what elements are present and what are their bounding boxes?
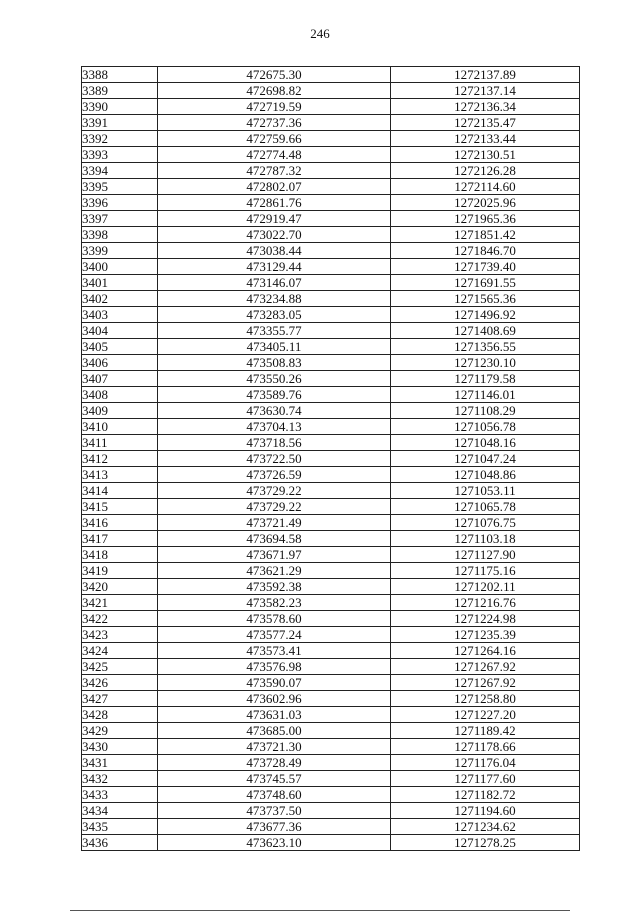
point-number-cell: 3399 bbox=[82, 243, 158, 259]
y-coordinate-cell: 1271851.42 bbox=[391, 227, 580, 243]
x-coordinate-cell: 473694.58 bbox=[158, 531, 391, 547]
point-number-cell: 3430 bbox=[82, 739, 158, 755]
y-coordinate-cell: 1271227.20 bbox=[391, 707, 580, 723]
x-coordinate-cell: 473722.50 bbox=[158, 451, 391, 467]
y-coordinate-cell: 1271179.58 bbox=[391, 371, 580, 387]
y-coordinate-cell: 1271182.72 bbox=[391, 787, 580, 803]
y-coordinate-cell: 1271267.92 bbox=[391, 659, 580, 675]
x-coordinate-cell: 473578.60 bbox=[158, 611, 391, 627]
table-row bbox=[82, 611, 580, 627]
table-row bbox=[82, 819, 580, 835]
table-row bbox=[82, 515, 580, 531]
x-coordinate-cell: 473671.97 bbox=[158, 547, 391, 563]
table-row bbox=[82, 771, 580, 787]
table-row bbox=[82, 115, 580, 131]
y-coordinate-cell: 1271189.42 bbox=[391, 723, 580, 739]
table-row bbox=[82, 259, 580, 275]
x-coordinate-cell: 473677.36 bbox=[158, 819, 391, 835]
x-coordinate-cell: 473745.57 bbox=[158, 771, 391, 787]
point-number-cell: 3425 bbox=[82, 659, 158, 675]
y-coordinate-cell: 1271177.60 bbox=[391, 771, 580, 787]
table-row bbox=[82, 403, 580, 419]
point-number-cell: 3395 bbox=[82, 179, 158, 195]
x-coordinate-cell: 473623.10 bbox=[158, 835, 391, 851]
point-number-cell: 3404 bbox=[82, 323, 158, 339]
point-number-cell: 3428 bbox=[82, 707, 158, 723]
x-coordinate-cell: 473631.03 bbox=[158, 707, 391, 723]
table-row bbox=[82, 787, 580, 803]
y-coordinate-cell: 1272136.34 bbox=[391, 99, 580, 115]
table-row bbox=[82, 131, 580, 147]
point-number-cell: 3396 bbox=[82, 195, 158, 211]
x-coordinate-cell: 473729.22 bbox=[158, 483, 391, 499]
point-number-cell: 3411 bbox=[82, 435, 158, 451]
point-number-cell: 3389 bbox=[82, 83, 158, 99]
table-row bbox=[82, 643, 580, 659]
point-number-cell: 3401 bbox=[82, 275, 158, 291]
x-coordinate-cell: 473737.50 bbox=[158, 803, 391, 819]
x-coordinate-cell: 472787.32 bbox=[158, 163, 391, 179]
table-row bbox=[82, 627, 580, 643]
y-coordinate-cell: 1271264.16 bbox=[391, 643, 580, 659]
point-number-cell: 3432 bbox=[82, 771, 158, 787]
point-number-cell: 3416 bbox=[82, 515, 158, 531]
point-number-cell: 3409 bbox=[82, 403, 158, 419]
table-row bbox=[82, 179, 580, 195]
y-coordinate-cell: 1271739.40 bbox=[391, 259, 580, 275]
y-coordinate-cell: 1271496.92 bbox=[391, 307, 580, 323]
coordinate-table bbox=[81, 66, 580, 851]
y-coordinate-cell: 1271224.98 bbox=[391, 611, 580, 627]
x-coordinate-cell: 473129.44 bbox=[158, 259, 391, 275]
x-coordinate-cell: 472719.59 bbox=[158, 99, 391, 115]
x-coordinate-cell: 472774.48 bbox=[158, 147, 391, 163]
y-coordinate-cell: 1272133.44 bbox=[391, 131, 580, 147]
y-coordinate-cell: 1271278.25 bbox=[391, 835, 580, 851]
x-coordinate-cell: 473577.24 bbox=[158, 627, 391, 643]
y-coordinate-cell: 1271965.36 bbox=[391, 211, 580, 227]
table-row bbox=[82, 307, 580, 323]
page-number: 246 bbox=[310, 26, 330, 41]
point-number-cell: 3388 bbox=[82, 67, 158, 83]
x-coordinate-cell: 472919.47 bbox=[158, 211, 391, 227]
x-coordinate-cell: 473602.96 bbox=[158, 691, 391, 707]
point-number-cell: 3436 bbox=[82, 835, 158, 851]
y-coordinate-cell: 1271565.36 bbox=[391, 291, 580, 307]
x-coordinate-cell: 473729.22 bbox=[158, 499, 391, 515]
y-coordinate-cell: 1271216.76 bbox=[391, 595, 580, 611]
y-coordinate-cell: 1271108.29 bbox=[391, 403, 580, 419]
table-row bbox=[82, 659, 580, 675]
point-number-cell: 3394 bbox=[82, 163, 158, 179]
x-coordinate-cell: 473550.26 bbox=[158, 371, 391, 387]
x-coordinate-cell: 473508.83 bbox=[158, 355, 391, 371]
y-coordinate-cell: 1272135.47 bbox=[391, 115, 580, 131]
table-row bbox=[82, 419, 580, 435]
point-number-cell: 3421 bbox=[82, 595, 158, 611]
x-coordinate-cell: 473748.60 bbox=[158, 787, 391, 803]
table-row bbox=[82, 547, 580, 563]
table-row bbox=[82, 227, 580, 243]
point-number-cell: 3417 bbox=[82, 531, 158, 547]
y-coordinate-cell: 1271356.55 bbox=[391, 339, 580, 355]
point-number-cell: 3407 bbox=[82, 371, 158, 387]
point-number-cell: 3429 bbox=[82, 723, 158, 739]
x-coordinate-cell: 473630.74 bbox=[158, 403, 391, 419]
x-coordinate-cell: 473721.30 bbox=[158, 739, 391, 755]
table-row bbox=[82, 355, 580, 371]
y-coordinate-cell: 1271103.18 bbox=[391, 531, 580, 547]
table-row bbox=[82, 467, 580, 483]
x-coordinate-cell: 473718.56 bbox=[158, 435, 391, 451]
x-coordinate-cell: 473146.07 bbox=[158, 275, 391, 291]
point-number-cell: 3424 bbox=[82, 643, 158, 659]
table-row bbox=[82, 803, 580, 819]
table-row bbox=[82, 579, 580, 595]
table-row bbox=[82, 531, 580, 547]
y-coordinate-cell: 1271176.04 bbox=[391, 755, 580, 771]
y-coordinate-cell: 1272126.28 bbox=[391, 163, 580, 179]
x-coordinate-cell: 472675.30 bbox=[158, 67, 391, 83]
point-number-cell: 3422 bbox=[82, 611, 158, 627]
point-number-cell: 3435 bbox=[82, 819, 158, 835]
y-coordinate-cell: 1271065.78 bbox=[391, 499, 580, 515]
x-coordinate-cell: 472861.76 bbox=[158, 195, 391, 211]
point-number-cell: 3413 bbox=[82, 467, 158, 483]
table-row bbox=[82, 387, 580, 403]
table-row bbox=[82, 67, 580, 83]
x-coordinate-cell: 473726.59 bbox=[158, 467, 391, 483]
point-number-cell: 3397 bbox=[82, 211, 158, 227]
table-row bbox=[82, 435, 580, 451]
point-number-cell: 3434 bbox=[82, 803, 158, 819]
table-row bbox=[82, 211, 580, 227]
table-row bbox=[82, 595, 580, 611]
point-number-cell: 3414 bbox=[82, 483, 158, 499]
table-row bbox=[82, 707, 580, 723]
point-number-cell: 3405 bbox=[82, 339, 158, 355]
point-number-cell: 3391 bbox=[82, 115, 158, 131]
y-coordinate-cell: 1271235.39 bbox=[391, 627, 580, 643]
x-coordinate-cell: 473621.29 bbox=[158, 563, 391, 579]
point-number-cell: 3398 bbox=[82, 227, 158, 243]
y-coordinate-cell: 1272130.51 bbox=[391, 147, 580, 163]
y-coordinate-cell: 1271127.90 bbox=[391, 547, 580, 563]
table-row bbox=[82, 483, 580, 499]
table-row bbox=[82, 163, 580, 179]
table-row bbox=[82, 723, 580, 739]
page-bottom-rule bbox=[70, 910, 570, 911]
table-row bbox=[82, 563, 580, 579]
y-coordinate-cell: 1271194.60 bbox=[391, 803, 580, 819]
table-row bbox=[82, 291, 580, 307]
y-coordinate-cell: 1272025.96 bbox=[391, 195, 580, 211]
y-coordinate-cell: 1271178.66 bbox=[391, 739, 580, 755]
y-coordinate-cell: 1271048.86 bbox=[391, 467, 580, 483]
x-coordinate-cell: 473582.23 bbox=[158, 595, 391, 611]
y-coordinate-cell: 1271202.11 bbox=[391, 579, 580, 595]
table-row bbox=[82, 755, 580, 771]
x-coordinate-cell: 472698.82 bbox=[158, 83, 391, 99]
table-row bbox=[82, 691, 580, 707]
y-coordinate-cell: 1271047.24 bbox=[391, 451, 580, 467]
y-coordinate-cell: 1271048.16 bbox=[391, 435, 580, 451]
point-number-cell: 3418 bbox=[82, 547, 158, 563]
point-number-cell: 3406 bbox=[82, 355, 158, 371]
table-row bbox=[82, 83, 580, 99]
x-coordinate-cell: 472737.36 bbox=[158, 115, 391, 131]
y-coordinate-cell: 1271267.92 bbox=[391, 675, 580, 691]
x-coordinate-cell: 473234.88 bbox=[158, 291, 391, 307]
y-coordinate-cell: 1271056.78 bbox=[391, 419, 580, 435]
table-row bbox=[82, 371, 580, 387]
table-row bbox=[82, 451, 580, 467]
point-number-cell: 3402 bbox=[82, 291, 158, 307]
y-coordinate-cell: 1271846.70 bbox=[391, 243, 580, 259]
table-row bbox=[82, 243, 580, 259]
y-coordinate-cell: 1271691.55 bbox=[391, 275, 580, 291]
point-number-cell: 3403 bbox=[82, 307, 158, 323]
point-number-cell: 3390 bbox=[82, 99, 158, 115]
y-coordinate-cell: 1271408.69 bbox=[391, 323, 580, 339]
y-coordinate-cell: 1271234.62 bbox=[391, 819, 580, 835]
table-row bbox=[82, 99, 580, 115]
x-coordinate-cell: 473685.00 bbox=[158, 723, 391, 739]
x-coordinate-cell: 473592.38 bbox=[158, 579, 391, 595]
point-number-cell: 3392 bbox=[82, 131, 158, 147]
table-row bbox=[82, 339, 580, 355]
x-coordinate-cell: 472759.66 bbox=[158, 131, 391, 147]
point-number-cell: 3415 bbox=[82, 499, 158, 515]
table-row bbox=[82, 835, 580, 851]
x-coordinate-cell: 473573.41 bbox=[158, 643, 391, 659]
coordinate-table-body bbox=[82, 67, 580, 851]
y-coordinate-cell: 1271076.75 bbox=[391, 515, 580, 531]
table-row bbox=[82, 323, 580, 339]
x-coordinate-cell: 473589.76 bbox=[158, 387, 391, 403]
table-row bbox=[82, 739, 580, 755]
point-number-cell: 3408 bbox=[82, 387, 158, 403]
point-number-cell: 3427 bbox=[82, 691, 158, 707]
x-coordinate-cell: 473355.77 bbox=[158, 323, 391, 339]
y-coordinate-cell: 1272137.14 bbox=[391, 83, 580, 99]
point-number-cell: 3410 bbox=[82, 419, 158, 435]
point-number-cell: 3419 bbox=[82, 563, 158, 579]
x-coordinate-cell: 473721.49 bbox=[158, 515, 391, 531]
y-coordinate-cell: 1271146.01 bbox=[391, 387, 580, 403]
x-coordinate-cell: 473038.44 bbox=[158, 243, 391, 259]
table-row bbox=[82, 499, 580, 515]
x-coordinate-cell: 473704.13 bbox=[158, 419, 391, 435]
y-coordinate-cell: 1271053.11 bbox=[391, 483, 580, 499]
point-number-cell: 3400 bbox=[82, 259, 158, 275]
y-coordinate-cell: 1271230.10 bbox=[391, 355, 580, 371]
x-coordinate-cell: 473576.98 bbox=[158, 659, 391, 675]
x-coordinate-cell: 473283.05 bbox=[158, 307, 391, 323]
table-row bbox=[82, 147, 580, 163]
point-number-cell: 3393 bbox=[82, 147, 158, 163]
table-row bbox=[82, 275, 580, 291]
x-coordinate-cell: 473022.70 bbox=[158, 227, 391, 243]
x-coordinate-cell: 472802.07 bbox=[158, 179, 391, 195]
x-coordinate-cell: 473590.07 bbox=[158, 675, 391, 691]
x-coordinate-cell: 473728.49 bbox=[158, 755, 391, 771]
y-coordinate-cell: 1271258.80 bbox=[391, 691, 580, 707]
table-row bbox=[82, 675, 580, 691]
point-number-cell: 3431 bbox=[82, 755, 158, 771]
point-number-cell: 3423 bbox=[82, 627, 158, 643]
y-coordinate-cell: 1272114.60 bbox=[391, 179, 580, 195]
x-coordinate-cell: 473405.11 bbox=[158, 339, 391, 355]
y-coordinate-cell: 1271175.16 bbox=[391, 563, 580, 579]
table-row bbox=[82, 195, 580, 211]
point-number-cell: 3433 bbox=[82, 787, 158, 803]
point-number-cell: 3412 bbox=[82, 451, 158, 467]
point-number-cell: 3420 bbox=[82, 579, 158, 595]
y-coordinate-cell: 1272137.89 bbox=[391, 67, 580, 83]
point-number-cell: 3426 bbox=[82, 675, 158, 691]
